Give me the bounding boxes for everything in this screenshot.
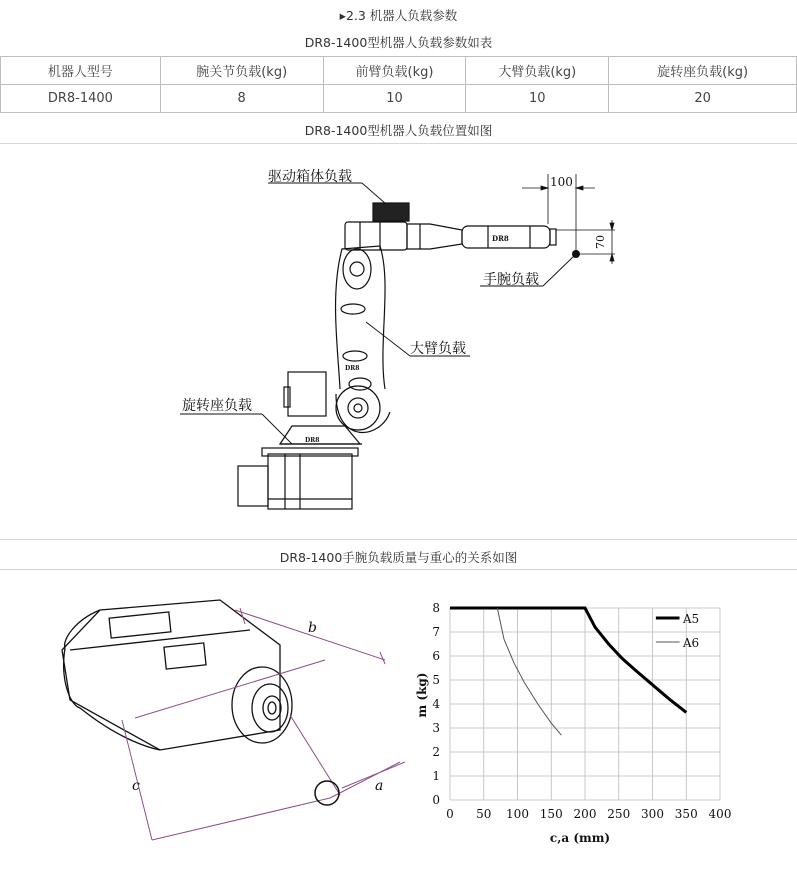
table-header-row [1, 57, 797, 85]
purple-dimension-lines [122, 608, 405, 840]
x-tick-label: 0 [446, 807, 454, 821]
table-cell: 10 [323, 85, 466, 113]
chart-grid [450, 608, 720, 800]
x-axis-label: c,a (mm) [549, 831, 611, 845]
shoulder-joint [336, 386, 380, 430]
y-tick-label: 4 [432, 697, 440, 711]
series-line-a6 [497, 608, 561, 735]
x-tick-label: 150 [539, 807, 563, 821]
table-cell: 8 [160, 85, 323, 113]
table-header-cell: 腕关节负载(kg) [160, 57, 323, 85]
table-header-cell: 大臂负载(kg) [466, 57, 609, 85]
rotating-seat [280, 426, 360, 444]
wrist-dimension-drawing [40, 590, 420, 865]
y-tick-label: 7 [432, 625, 440, 639]
wrist-body [62, 600, 280, 750]
figure2-caption: DR8-1400手腕负载质量与重心的关系如图 [279, 550, 518, 565]
robot-base [268, 454, 352, 509]
arm-badge: DR8 [345, 365, 360, 372]
load-vs-cog-chart [410, 590, 740, 855]
series-line-a5 [450, 608, 686, 712]
table-header-cell: 机器人型号 [1, 57, 161, 85]
y-tick-label: 8 [432, 601, 440, 615]
x-tick-label: 200 [573, 807, 597, 821]
x-tick-label: 300 [641, 807, 664, 821]
y-tick-label: 5 [432, 673, 440, 687]
wrist-flange [232, 667, 292, 743]
x-tick-label: 400 [708, 807, 732, 821]
y-tick-label: 1 [432, 769, 440, 783]
x-tick-label: 350 [674, 807, 698, 821]
divider [0, 569, 797, 570]
section-heading: ▸2.3 机器人负载参数 [339, 8, 458, 23]
figure1-caption: DR8-1400型机器人负载位置如图 [304, 123, 493, 138]
table-row [1, 85, 797, 113]
wrist-badge: DR8 [492, 234, 509, 243]
label-wrist-load: 手腕负载 [483, 272, 539, 288]
chart-legend [656, 612, 699, 650]
dim-c-label: c [132, 778, 140, 794]
x-tick-label: 100 [506, 807, 529, 821]
x-tick-label: 50 [476, 807, 492, 821]
table-header-cell: 旋转座负载(kg) [609, 57, 797, 85]
dim-a-label: a [375, 778, 384, 794]
y-tick-label: 2 [432, 745, 440, 759]
load-params-table [0, 56, 797, 113]
dim-70: 70 [594, 235, 607, 249]
center-of-gravity [315, 781, 339, 805]
y-tick-label: 6 [432, 649, 440, 663]
label-base: 旋转座负载 [182, 398, 252, 414]
legend-label: A5 [682, 612, 700, 626]
divider [0, 539, 797, 540]
table-cell: 20 [609, 85, 797, 113]
y-tick-label: 0 [432, 793, 440, 807]
label-drive-box: 驱动箱体负载 [268, 169, 352, 185]
x-tick-label: 250 [607, 807, 631, 821]
y-tick-label: 3 [432, 721, 440, 735]
table-cell: 10 [466, 85, 609, 113]
table-cell: DR8-1400 [1, 85, 161, 113]
legend-label: A6 [682, 636, 700, 650]
robot-load-diagram [0, 144, 797, 540]
base-badge: DR8 [305, 437, 320, 444]
dim-100: 100 [550, 175, 573, 189]
table-header-cell: 前臂负载(kg) [323, 57, 466, 85]
dim-b-label: b [308, 620, 317, 636]
label-upper-arm: 大臂负载 [410, 341, 466, 357]
chart-series [450, 608, 686, 735]
drive-box [373, 203, 409, 221]
forearm [407, 224, 462, 249]
table-caption: DR8-1400型机器人负载参数如表 [304, 35, 493, 50]
y-axis-label: m (kg) [415, 672, 429, 718]
